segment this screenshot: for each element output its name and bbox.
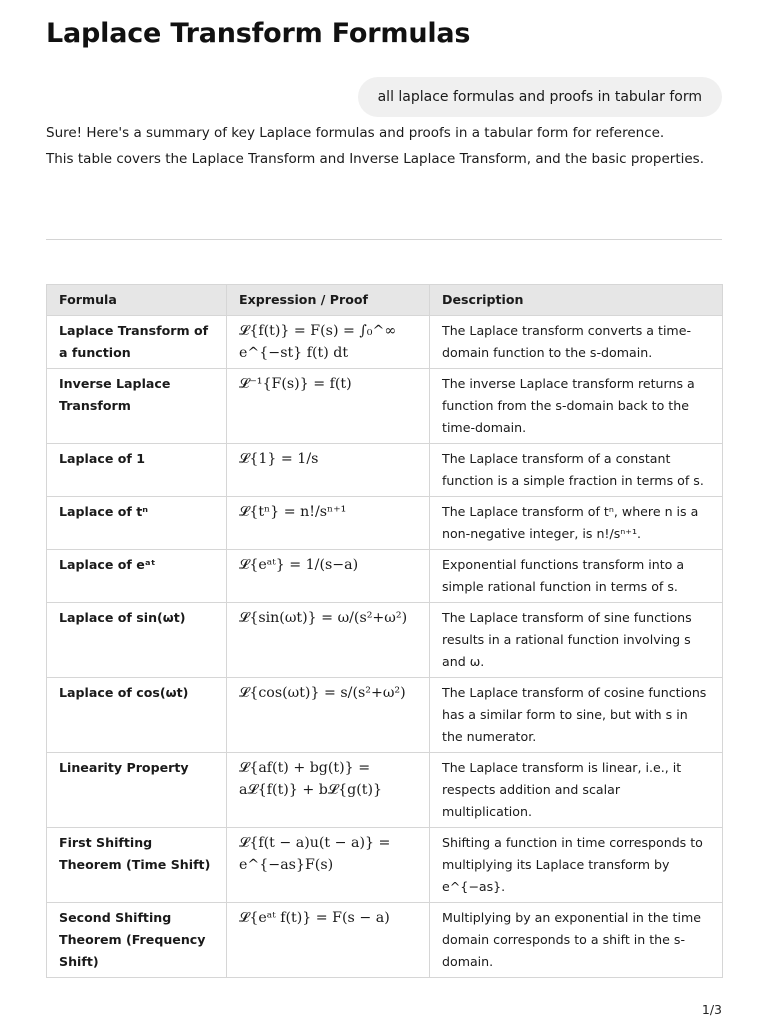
formula-description: Shifting a function in time corresponds to multiplying its Laplace transform by e^{−as}. [430,828,723,903]
formula-description: The inverse Laplace transform returns a function from the s-domain back to the time-domain. [430,369,723,444]
formula-name: Laplace of cos(ωt) [47,678,227,753]
formula-expression: 𝓛{af(t) + bg(t)} = a𝓛{f(t)} + b𝓛{g(t)} [227,753,430,828]
formula-expression: 𝓛{sin(ωt)} = ω/(s²+ω²) [227,603,430,678]
formula-description: The Laplace transform converts a time-domain function to the s-domain. [430,316,723,369]
table-row [47,316,723,369]
page-number: 1/3 [701,1002,722,1017]
formula-expression: 𝓛{eᵃᵗ f(t)} = F(s − a) [227,903,430,978]
formula-name: Inverse Laplace Transform [47,369,227,444]
formula-description: The Laplace transform of a constant function is a simple fraction in terms of s. [430,444,723,497]
formula-expression: 𝓛{cos(ωt)} = s/(s²+ω²) [227,678,430,753]
divider [46,239,722,240]
header-description: Description [430,285,723,316]
formula-expression: 𝓛{1} = 1/s [227,444,430,497]
formula-expression: 𝓛{tⁿ} = n!/sⁿ⁺¹ [227,497,430,550]
formula-name: Linearity Property [47,753,227,828]
formula-name: Laplace of 1 [47,444,227,497]
table-row [47,603,723,678]
table-row [47,753,723,828]
user-prompt-bubble: all laplace formulas and proofs in tabular form [358,77,722,117]
formula-name: Laplace of tⁿ [47,497,227,550]
formula-expression: 𝓛⁻¹{F(s)} = f(t) [227,369,430,444]
table-row [47,497,723,550]
formula-name: First Shifting Theorem (Time Shift) [47,828,227,903]
header-formula: Formula [47,285,227,316]
formula-name: Laplace of sin(ωt) [47,603,227,678]
formula-description: Multiplying by an exponential in the time domain corresponds to a shift in the s-domain. [430,903,723,978]
intro-text [46,120,726,172]
table-row [47,903,723,978]
table-row [47,550,723,603]
formula-name: Laplace Transform of a function [47,316,227,369]
intro-line-1: Sure! Here's a summary of key Laplace formulas and proofs in a tabular form for reference. [46,125,665,141]
formula-description: The Laplace transform of sine functions results in a rational function involving s and ω. [430,603,723,678]
formula-expression: 𝓛{eᵃᵗ} = 1/(s−a) [227,550,430,603]
formula-name: Second Shifting Theorem (Frequency Shift) [47,903,227,978]
formula-name: Laplace of eᵃᵗ [47,550,227,603]
formula-description: The Laplace transform of cosine functions has a similar form to sine, but with s in the numerator. [430,678,723,753]
formula-expression: 𝓛{f(t)} = F(s) = ∫₀^∞ e^{−st} f(t) dt [227,316,430,369]
table-header-row [47,285,723,316]
formula-description: The Laplace transform is linear, i.e., it respects addition and scalar multiplication. [430,753,723,828]
table-row [47,444,723,497]
formula-description: Exponential functions transform into a simple rational function in terms of s. [430,550,723,603]
table-row [47,828,723,903]
header-expression: Expression / Proof [227,285,430,316]
formula-expression: 𝓛{f(t − a)u(t − a)} = e^{−as}F(s) [227,828,430,903]
table-row [47,678,723,753]
formula-description: The Laplace transform of tⁿ, where n is a non-negative integer, is n!/sⁿ⁺¹. [430,497,723,550]
laplace-table [46,284,723,978]
page-title: Laplace Transform Formulas [46,18,471,49]
intro-line-2: This table covers the Laplace Transform and Inverse Laplace Transform, and the basic properties. [46,151,705,167]
table-row [47,369,723,444]
